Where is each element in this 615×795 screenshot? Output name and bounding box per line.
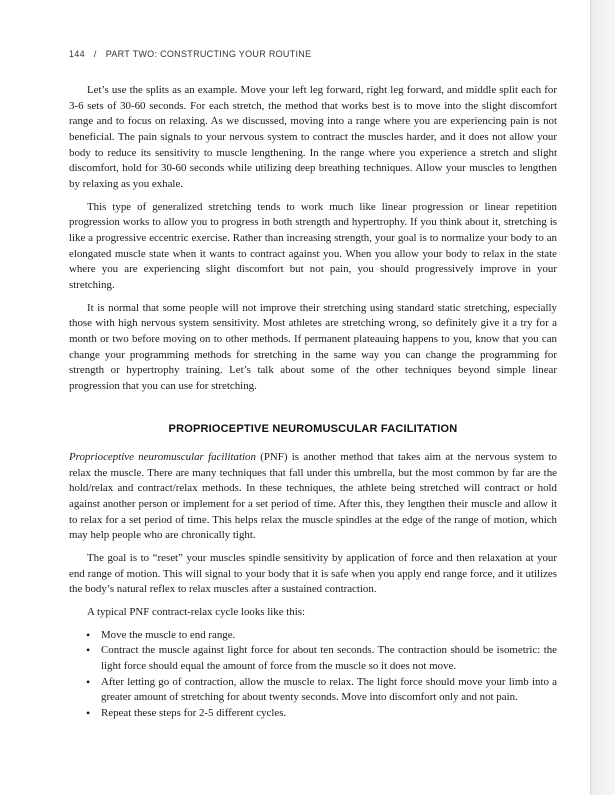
list-item: • Move the muscle to end range. — [86, 628, 557, 644]
running-header — [69, 49, 311, 59]
paragraph-generalized-stretching: This type of generalized stretching tends to work much like linear progression or linear repetition progression works to allow you to progress in both strength and hypertrophy. If you think about it, stretching is like a progressive eccentric exercise. Rather than increasing strength, your goal is to normalize your body to an elongated muscle state when it wants to contract against you. When you allow your body to relax in the state where you are experiencing slight discomfort but not pain, you should progressively improve in your stretching. — [69, 200, 557, 291]
list-item: • Contract the muscle against light force for about ten seconds. The contraction should be isometric: the light force should equal the amount of force from the muscle so it does not move. — [86, 643, 557, 674]
paragraph-pnf-intro — [69, 450, 557, 544]
page-number: 144 — [69, 49, 85, 59]
pnf-steps-list — [69, 628, 557, 722]
paragraph-plateau: It is normal that some people will not improve their stretching using standard static stretching, especially those with high nervous system sensitivity. Most athletes are stretching wrong, so definitely give it a try for a month or two before moving on to other methods. If permanent plateauing happens to you, know that you can change your programming methods for stretching in the same way you can change the programming for strength or hypertrophy training. Let’s talk about some of the other techniques beyond simple linear progression that you can use for stretching. — [69, 301, 557, 392]
paragraph-pnf-goal: The goal is to “reset” your muscles spindle sensitivity by application of force and then relaxation at your end range of motion. This will signal to your body that it is safe when you apply end range force, and it utilizes the body’s natural reflex to relax muscles after a sustained contraction. — [69, 552, 557, 596]
section-heading: PROPRIOCEPTIVE NEUROMUSCULAR FACILITATION — [168, 423, 458, 436]
list-item: • After letting go of contraction, allow the muscle to relax. The light force should move your limb into a greater amount of stretching for about twenty seconds. Move into discomfort only and not pain. — [86, 675, 557, 706]
page-edge-shadow — [590, 0, 615, 795]
list-item: • Repeat these steps for 2-5 different cycles. — [86, 706, 557, 722]
header-separator: / — [93, 49, 97, 59]
body-text — [69, 83, 557, 722]
section-title: PART TWO: CONSTRUCTING YOUR ROUTINE — [105, 49, 312, 59]
paragraph-splits-example: Let’s use the splits as an example. Move your left leg forward, right leg forward, and middle split each for 3-6 sets of 30-60 seconds. For each stretch, the method that works best is to move into the slight discomfort range and to focus on relaxing. As we discussed, moving into a range where you are experiencing pain is not beneficial. The pain signals to your nervous system to contract the muscles harder, and it does not allow your body to reduce its sensitivity to muscle lengthening. In the range where you experience a stretch and slight discomfort, hold for 30-60 seconds while utilizing deep breathing techniques. Allow your muscles to lengthen by relaxing as you exhale. — [69, 84, 557, 190]
paragraph-list-intro: A typical PNF contract-relax cycle looks like this: — [87, 606, 306, 619]
pnf-intro-text: (PNF) is another method that takes aim at the nervous system to relax the muscle. There are many techniques that fall under this umbrella, but the most common by far are the hold/relax and contract/relax methods. In these techniques, the athlete being stretched will contract or hold against another person or implement for a set period of time. After this, they lengthen their muscle and allow it to relax for a set period of time. This helps relax the muscle spindles at the edge of the range of motion, which may help people who are chronically tight. — [69, 451, 557, 542]
pnf-term: Proprioceptive neuromuscular facilitation — [69, 451, 256, 464]
